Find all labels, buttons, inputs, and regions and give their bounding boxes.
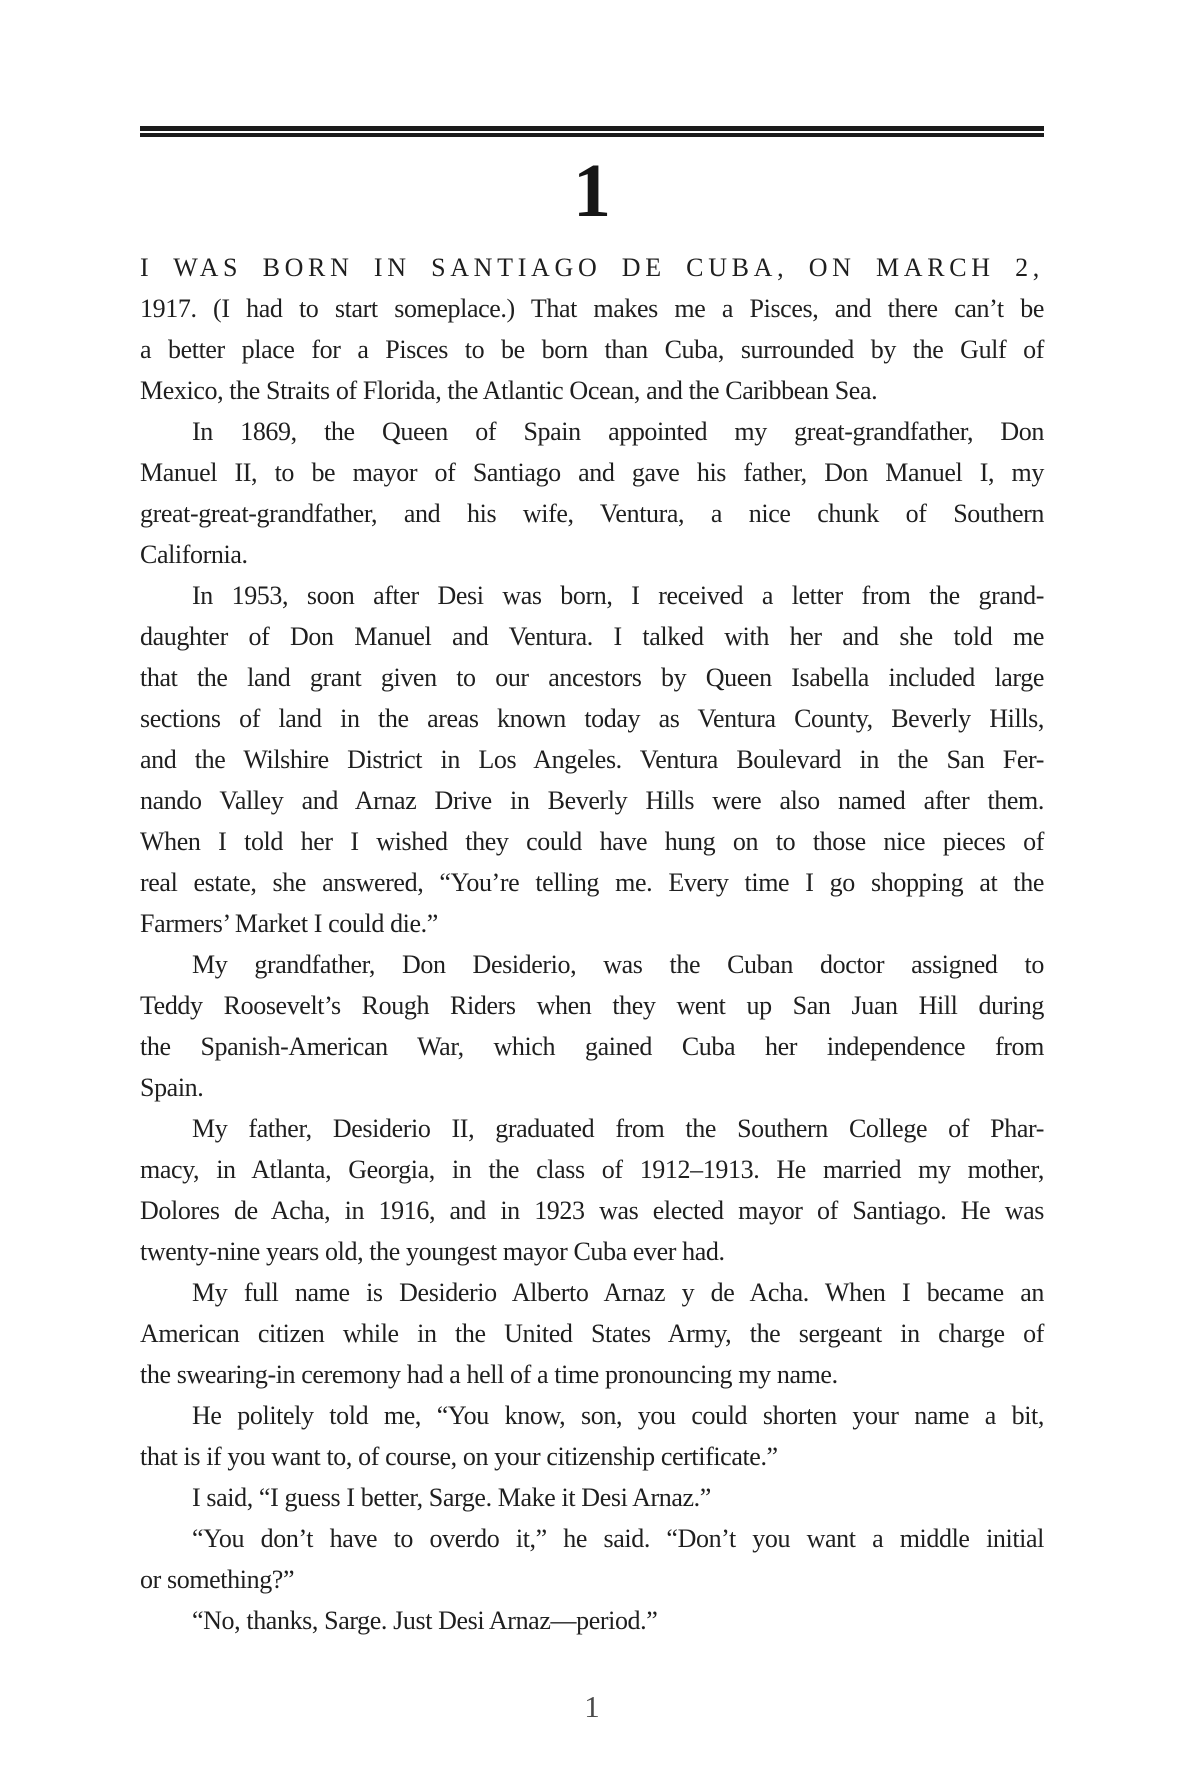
text-line: My full name is Desiderio Alberto Arnaz y de Acha. When I became an: [192, 1278, 1044, 1307]
paragraph: [140, 1108, 1044, 1272]
text-line: the swearing-in ceremony had a hell of a time pronouncing my name.: [140, 1360, 838, 1389]
text-line: real estate, she answered, “You’re telling me. Every time I go shopping at the: [140, 868, 1044, 897]
chapter-head-rule: [140, 126, 1044, 137]
text-line: nando Valley and Arnaz Drive in Beverly Hills were also named after them.: [140, 786, 1044, 815]
text-line: When I told her I wished they could have hung on to those nice pieces of: [140, 827, 1044, 856]
text-line: the Spanish-American War, which gained Cuba her independence from: [140, 1032, 1044, 1061]
paragraph: [140, 1395, 1044, 1477]
paragraph: [140, 411, 1044, 575]
body-text: [140, 247, 1044, 1641]
text-line: or something?”: [140, 1565, 295, 1594]
text-line: California.: [140, 540, 248, 569]
text-line: twenty-nine years old, the youngest mayor Cuba ever had.: [140, 1237, 725, 1266]
text-line: In 1953, soon after Desi was born, I received a letter from the grand-: [192, 581, 1044, 610]
text-line: a better place for a Pisces to be born than Cuba, surrounded by the Gulf of: [140, 335, 1044, 364]
text-line: daughter of Don Manuel and Ventura. I talked with her and she told me: [140, 622, 1044, 651]
text-line: In 1869, the Queen of Spain appointed my great-grandfather, Don: [192, 417, 1044, 446]
text-line: that the land grant given to our ancestors by Queen Isabella included large: [140, 663, 1044, 692]
paragraph: [140, 944, 1044, 1108]
text-line: great-great-grandfather, and his wife, Ventura, a nice chunk of Southern: [140, 499, 1044, 528]
text-line: My father, Desiderio II, graduated from the Southern College of Phar-: [192, 1114, 1044, 1143]
text-line: I WAS BORN IN SANTIAGO DE CUBA, ON MARCH 2,: [140, 253, 1044, 282]
text-line: American citizen while in the United States Army, the sergeant in charge of: [140, 1319, 1044, 1348]
text-line: macy, in Atlanta, Georgia, in the class of 1912–1913. He married my mother,: [140, 1155, 1044, 1184]
paragraph: [140, 575, 1044, 944]
page-number: 1: [584, 1689, 600, 1724]
text-line: He politely told me, “You know, son, you could shorten your name a bit,: [192, 1401, 1044, 1430]
paragraph: [140, 1518, 1044, 1600]
text-line: Farmers’ Market I could die.”: [140, 909, 438, 938]
text-line: Dolores de Acha, in 1916, and in 1923 was elected mayor of Santiago. He was: [140, 1196, 1044, 1225]
text-line: Spain.: [140, 1073, 204, 1102]
text-line: Mexico, the Straits of Florida, the Atlantic Ocean, and the Caribbean Sea.: [140, 376, 878, 405]
text-line: that is if you want to, of course, on your citizenship certificate.”: [140, 1442, 778, 1471]
text-line: I said, “I guess I better, Sarge. Make it Desi Arnaz.”: [192, 1483, 711, 1512]
paragraph: [140, 247, 1044, 411]
rule-bottom-bar: [140, 133, 1044, 137]
text-line: sections of land in the areas known today as Ventura County, Beverly Hills,: [140, 704, 1044, 733]
text-line: and the Wilshire District in Los Angeles. Ventura Boulevard in the San Fer-: [140, 745, 1044, 774]
paragraph: [140, 1600, 1044, 1641]
paragraph: [140, 1477, 1044, 1518]
text-line: 1917. (I had to start someplace.) That makes me a Pisces, and there can’t be: [140, 294, 1044, 323]
text-line: Manuel II, to be mayor of Santiago and gave his father, Don Manuel I, my: [140, 458, 1044, 487]
text-line: “No, thanks, Sarge. Just Desi Arnaz—period.”: [192, 1606, 658, 1635]
text-line: My grandfather, Don Desiderio, was the Cuban doctor assigned to: [192, 950, 1044, 979]
text-line: Teddy Roosevelt’s Rough Riders when they went up San Juan Hill during: [140, 991, 1044, 1020]
chapter-number: 1: [573, 149, 611, 233]
text-line: “You don’t have to overdo it,” he said. “Don’t you want a middle initial: [192, 1524, 1044, 1553]
paragraph: [140, 1272, 1044, 1395]
